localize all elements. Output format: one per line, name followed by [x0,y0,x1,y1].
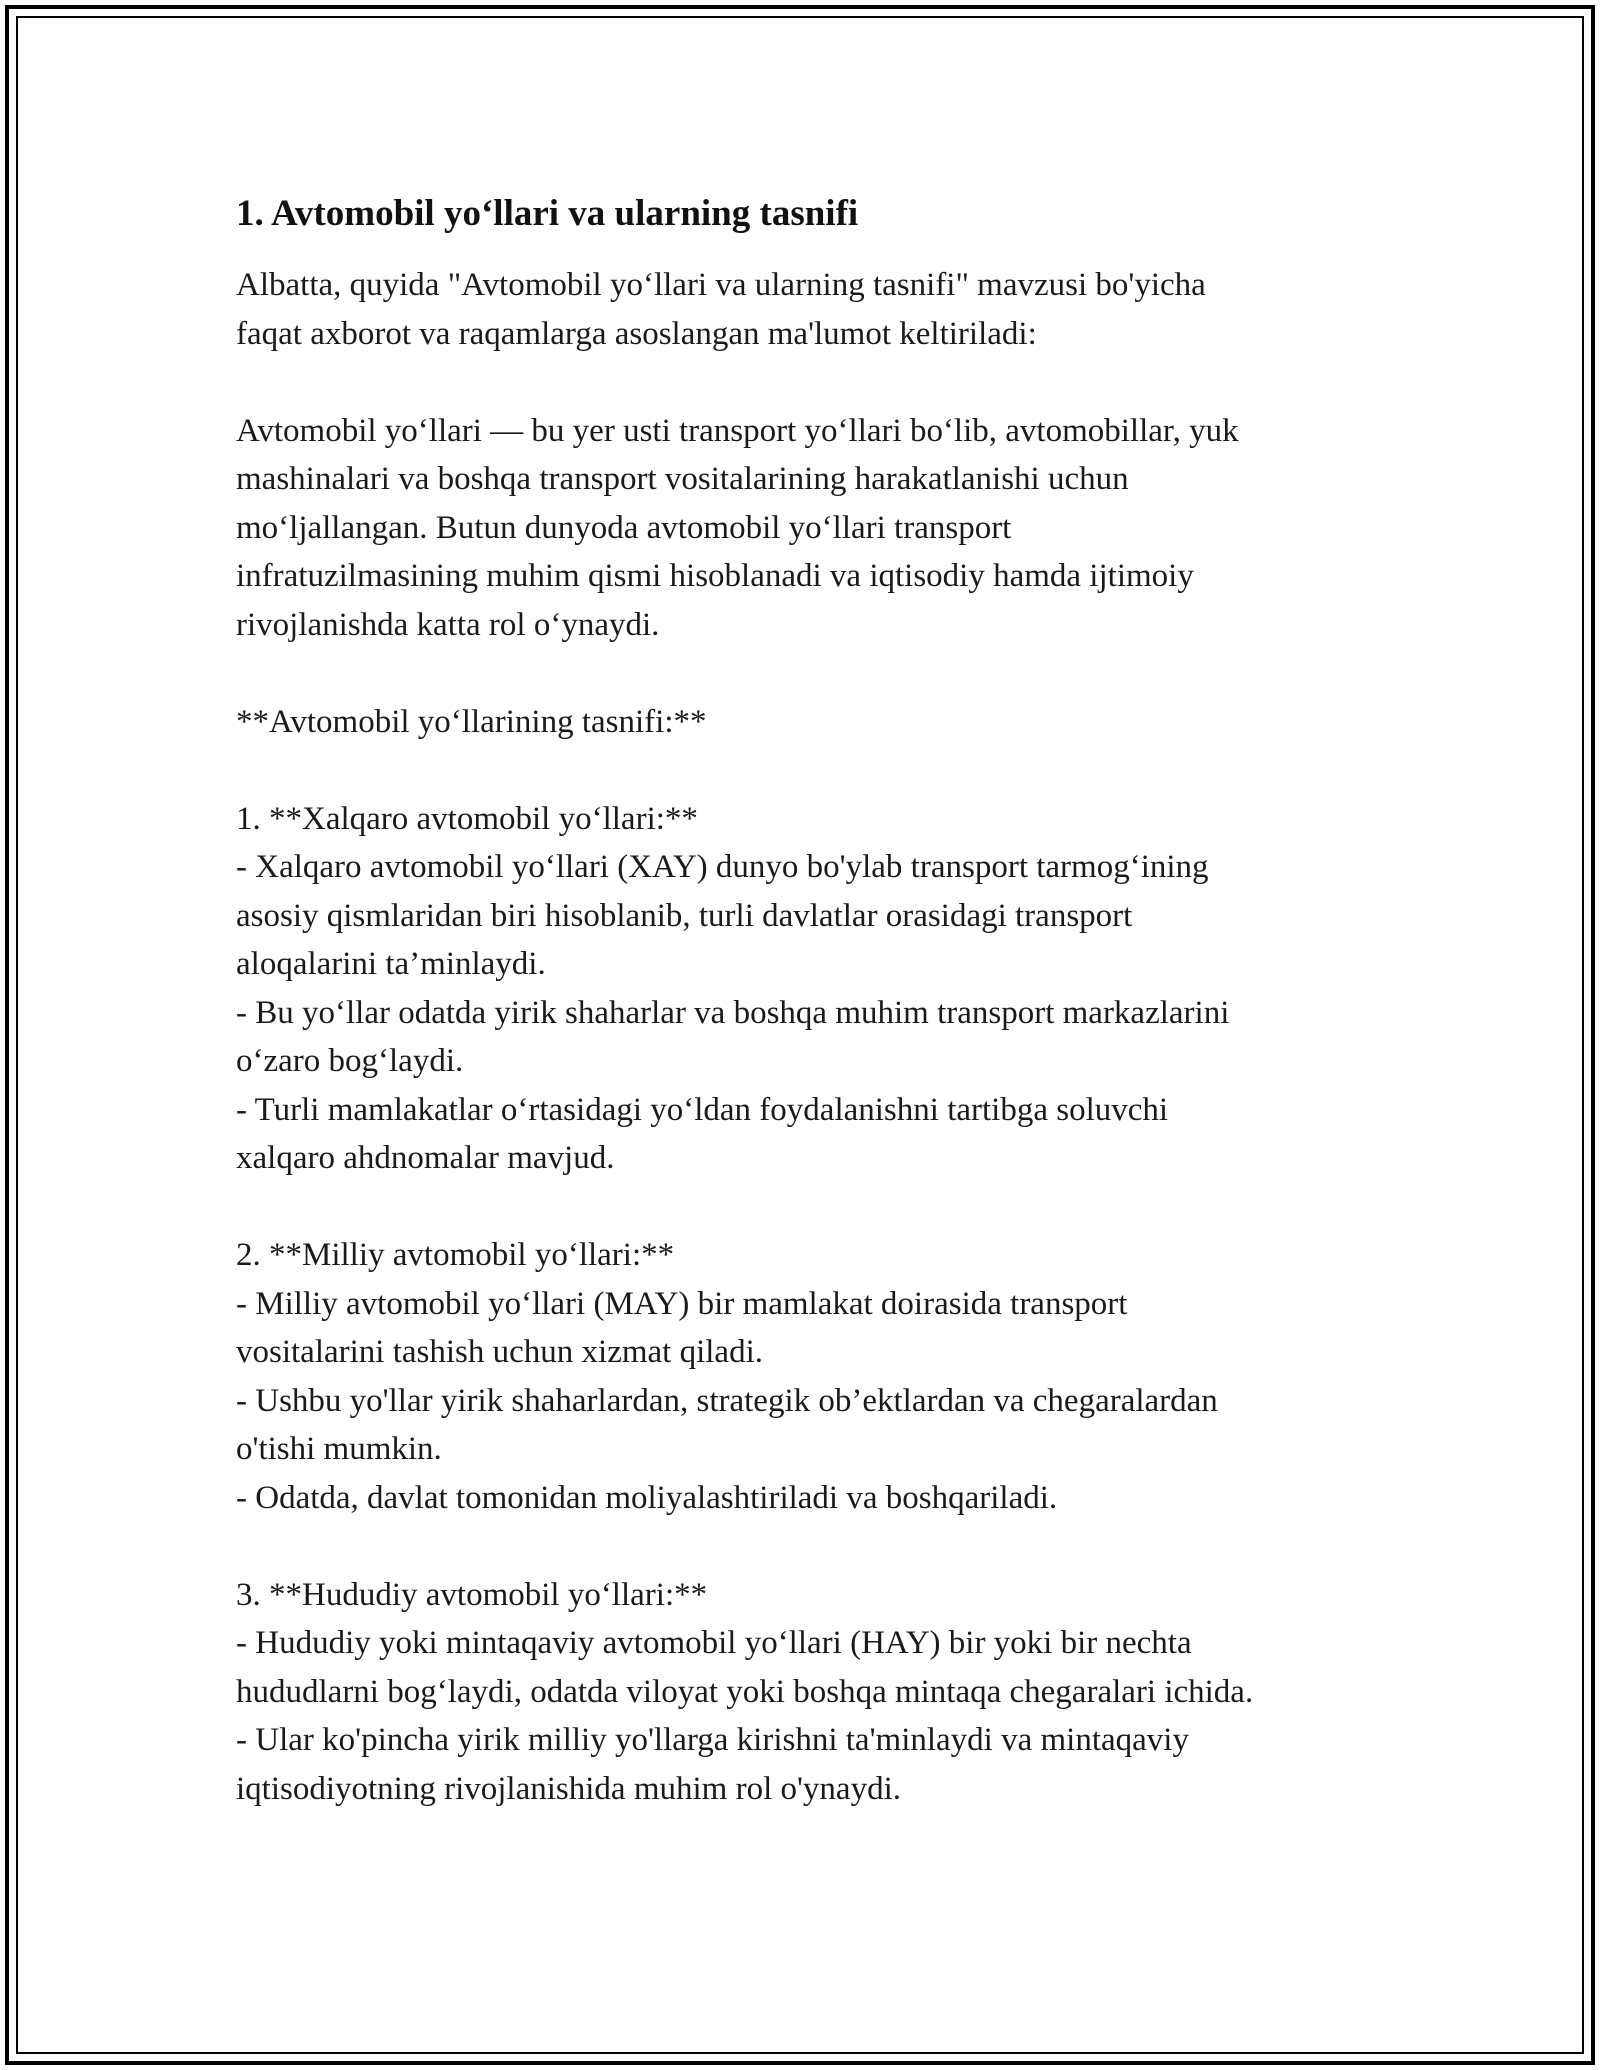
document-title: 1. Avtomobil yo‘llari va ularning tasnifi [236,193,859,234]
definition-paragraph: Avtomobil yo‘llari — bu yer usti transport yo‘llari bo‘lib, avtomobillar, yuk mashinalari va boshqa transport vositalarining harakatlanishi uchun mo‘ljallangan. Butun dunyoda avtomobil yo‘llari transport infratuzilmasining muhim qismi hisoblanadi va iqtisodiy hamda ijtimoiy rivojlanishda katta rol o‘ynaydi. [236,412,1239,643]
paragraph-gap [236,649,1396,698]
classification-heading: **Avtomobil yo‘llarining tasnifi:** [236,703,707,740]
paragraph-gap [236,746,1396,795]
section-regional-roads: 3. **Hududiy avtomobil yo‘llari:** - Hududiy yoki mintaqaviy avtomobil yo‘llari (HAY) bir yoki bir nechta hududlarni bog‘laydi, odatda viloyat yoki boshqa mintaqa chegaralari ichida. - Ular ko'pincha yirik milliy yo'llarga kirishni ta'minlaydi va mintaqaviy iqtisodiyotning rivojlanishida muhim rol o'ynaydi. [236,1576,1254,1807]
paragraph-gap [236,1183,1396,1232]
document-body [236,188,1396,1813]
paragraph-gap [236,358,1396,407]
intro-paragraph: Albatta, quyida "Avtomobil yo‘llari va ularning tasnifi" mavzusi bo'yicha faqat axborot va raqamlarga asoslangan ma'lumot keltiriladi: [236,267,1206,352]
paragraph-gap [236,1522,1396,1571]
section-international-roads: 1. **Xalqaro avtomobil yo‘llari:** - Xalqaro avtomobil yo‘llari (XAY) dunyo bo'ylab transport tarmog‘ining asosiy qismlaridan biri hisoblanib, turli davlatlar orasidagi transport aloqalarini ta’minlaydi. - Bu yo‘llar odatda yirik shaharlar va boshqa muhim transport markazlarini o‘zaro bog‘laydi. - Turli mamlakatlar o‘rtasidagi yo‘ldan foydalanishni tartibga soluvchi xalqaro ahdnomalar mavjud. [236,800,1230,1176]
section-national-roads: 2. **Milliy avtomobil yo‘llari:** - Milliy avtomobil yo‘llari (MAY) bir mamlakat doirasida transport vositalarini tashish uchun xizmat qiladi. - Ushbu yo'llar yirik shaharlardan, strategik ob’ektlardan va chegaralardan o'tishi mumkin. - Odatda, davlat tomonidan moliyalashtiriladi va boshqariladi. [236,1237,1218,1516]
